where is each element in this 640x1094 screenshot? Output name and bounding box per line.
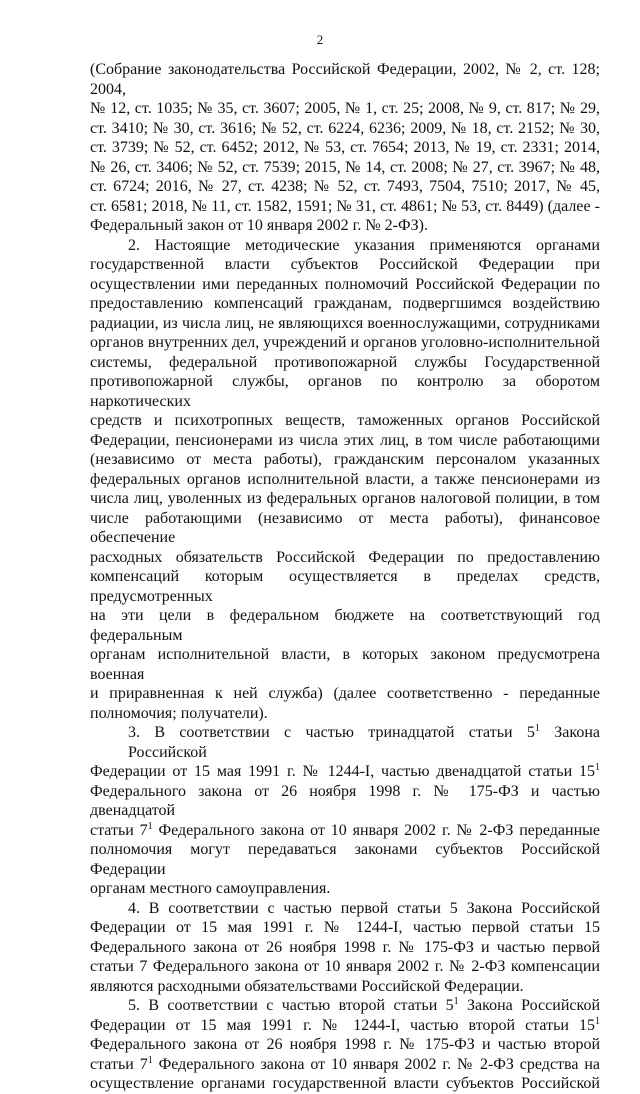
text-line: 5. В соответствии с частью второй статьи $5^1$ Закона Российской [128, 996, 601, 1014]
text-line: ст. 6724; 2016, № 27, ст. 4238; № 52, ст. 7493, 7504, 7510; 2017, № 45, [90, 178, 600, 195]
text-line: ст. 3410; № 30, ст. 3616; № 52, ст. 6224, 6236; 2009, № 18, ст. 2152; № 30, [90, 119, 600, 137]
text-line: 2. Настоящие методические указания применяются органами [128, 236, 600, 254]
text-line: осуществление органами государственной власти субъектов Российской [90, 1075, 600, 1092]
text-line: числе работающими (независимо от места работы), финансовое обеспечение [90, 509, 600, 546]
text-line: системы, федеральной противопожарной службы Государственной [90, 353, 600, 371]
text-line: являются расходными обязательствами Российской Федерации. [90, 977, 524, 995]
text-line: статьи 7 Федерального закона от 10 января 2002 г. № 2-ФЗ компенсации [90, 958, 600, 975]
text-line: Федерального закона от 26 ноября 1998 г. № 175-ФЗ и частью первой [90, 938, 600, 956]
page-number: 2 [316, 32, 324, 47]
text-line: органам исполнительной власти, в которых законом предусмотрена военная [90, 646, 600, 683]
text-line: предоставлению компенсаций гражданам, подвергшимся воздействию [90, 295, 600, 312]
text-line: (Собрание законодательства Российской Федерации, 2002, № 2, ст. 128; 2004, [90, 61, 600, 98]
text-line: № 26, ст. 3406; № 52, ст. 7539; 2015, № 14, ст. 2008; № 27, ст. 3967; № 48, [90, 158, 600, 176]
text-line: 3. В соответствии с частью тринадцатой статьи $5^1$ Закона Российской [128, 723, 600, 761]
text-line: статьи $7^1$ Федерального закона от 10 января 2002 г. № 2-ФЗ переданные [90, 820, 601, 839]
text-line: полномочия; получатели). [90, 704, 268, 722]
text-line: органов внутренних дел, учреждений и органов уголовно-исполнительной [90, 334, 600, 351]
text-line: средств и психотропных веществ, таможенных органов Российской [90, 412, 600, 429]
paragraph-item-3 [90, 723, 600, 899]
paragraph-item-5 [90, 996, 600, 1094]
text-line: Федерации от 15 мая 1991 г. № 1244-I, частью второй статьи $15^1$ [90, 1015, 600, 1034]
text-line: № 12, ст. 1035; № 35, ст. 3607; 2005, № 1, ст. 25; 2008, № 9, ст. 817; № 29, [90, 100, 600, 117]
text-line: противопожарной службы, органов по контролю за оборотом наркотических [90, 373, 600, 410]
text-line: статьи $7^1$ Федерального закона от 10 января 2002 г. № 2-ФЗ средства на [90, 1054, 601, 1073]
document-body [90, 60, 600, 1094]
text-line: Федерации, пенсионерами из числа этих лиц, в том числе работающими [90, 431, 600, 449]
text-line: на эти цели в федеральном бюджете на соответствующий год федеральным [90, 607, 600, 644]
paragraph-item-4 [90, 899, 600, 997]
text-line: полномочия могут передаваться законами субъектов Российской Федерации [90, 841, 600, 878]
text-line: органам местного самоуправления. [90, 880, 331, 897]
text-line: Федеральный закон от 10 января 2002 г. № 2-ФЗ). [90, 217, 428, 234]
text-line: расходных обязательств Российской Федерации по предоставлению [90, 548, 600, 566]
text-line: компенсаций которым осуществляется в пределах средств, предусмотренных [90, 568, 600, 605]
text-line: и приравненная к ней служба) (далее соответственно - переданные [90, 685, 600, 702]
text-line: ст. 3739; № 52, ст. 6452; 2012, № 53, ст. 7654; 2013, № 19, ст. 2331; 2014, [90, 139, 600, 156]
text-line: 4. В соответствии с частью первой статьи 5 Закона Российской [128, 899, 600, 917]
text-line: числа лиц, уволенных из федеральных органов налоговой полиции, в том [90, 490, 600, 507]
text-line: радиации, из числа лиц, не являющихся военнослужащими, сотрудниками [90, 314, 600, 332]
text-line: Федерации от 15 мая 1991 г. № 1244-I, частью двенадцатой статьи $15^1$ [90, 762, 600, 780]
text-line: государственной власти субъектов Российской Федерации при [90, 256, 600, 273]
text-line: Федерального закона от 26 ноября 1998 г. № 175-ФЗ и частью второй [90, 1036, 600, 1053]
text-line: Федерального закона от 26 ноября 1998 г. № 175-ФЗ и частью двенадцатой [90, 782, 600, 819]
text-line: Федерации от 15 мая 1991 г. № 1244-I, частью первой статьи 15 [90, 919, 600, 936]
paragraph-item-2 [90, 236, 600, 724]
paragraph-sources [90, 60, 600, 236]
text-line: осуществлении ими переданных полномочий Российской Федерации по [90, 275, 600, 293]
text-line: федеральных органов исполнительной власти, а также пенсионерами из [90, 470, 600, 488]
text-line: ст. 6581; 2018, № 11, ст. 1582, 1591; № 31, ст. 4861; № 53, ст. 8449) (далее - [90, 197, 600, 215]
text-line: (независимо от места работы), гражданским персоналом указанных [90, 451, 600, 468]
